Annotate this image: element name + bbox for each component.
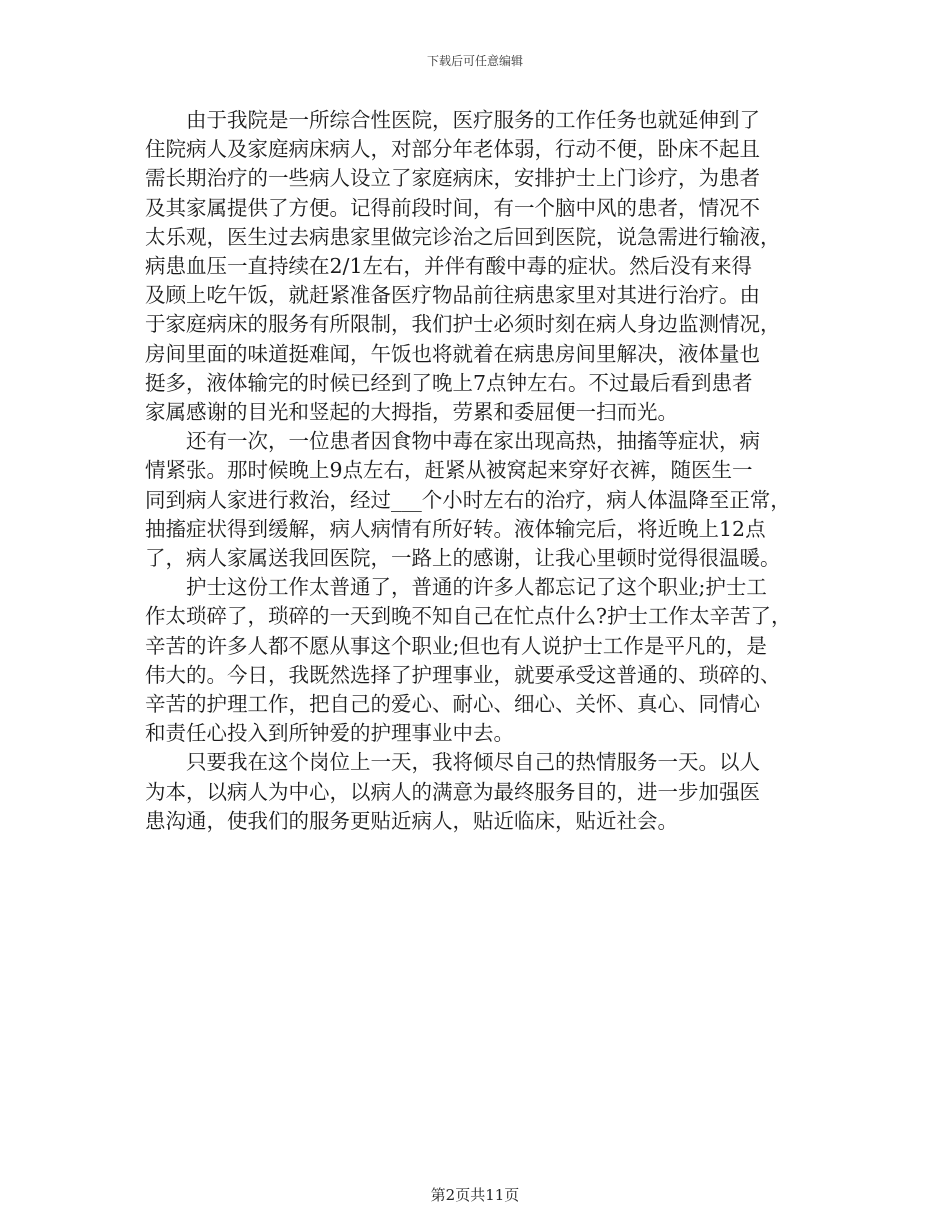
text-line: 伟大的。今日，我既然选择了护理事业，就要承受这普通的、琐碎的、	[145, 662, 781, 687]
paragraph-2	[145, 427, 815, 573]
paragraph-4	[145, 748, 815, 836]
text-line: 作太琐碎了，琐碎的一天到晚不知自己在忙点什么?护士工作太辛苦了，	[145, 604, 792, 629]
paragraph-1	[145, 106, 815, 427]
text-line: 病患血压一直持续在2/1左右，并伴有酸中毒的症状。然后没有来得	[145, 254, 752, 279]
paragraph-3	[145, 573, 815, 748]
text-line: 于家庭病床的服务有所限制，我们护士必须时刻在病人身边监测情况，	[145, 312, 781, 337]
text-line: 辛苦的护理工作，把自己的爱心、耐心、细心、关怀、真心、同情心	[145, 692, 760, 717]
text-line: 由于我院是一所综合性医院，医疗服务的工作任务也就延伸到了	[186, 108, 760, 132]
text-line: 抽搐症状得到缓解，病人病情有所好转。液体输完后，将近晚上12点	[145, 516, 766, 541]
text-line: 家属感谢的目光和竖起的大拇指，劳累和委屈便一扫而光。	[145, 400, 678, 425]
text-line: 只要我在这个岗位上一天，我将倾尽自己的热情服务一天。以人	[186, 750, 760, 775]
page-footer: 第2页共11页	[430, 1186, 520, 1204]
text-line: 及顾上吃午饭，就赶紧准备医疗物品前往病患家里对其进行治疗。由	[145, 283, 760, 308]
text-line: 还有一次，一位患者因食物中毒在家出现高热，抽搐等症状，病	[186, 429, 760, 454]
text-line: 住院病人及家庭病床病人，对部分年老体弱，行动不便，卧床不起且	[145, 137, 760, 162]
page-header: 下载后可任意编辑	[426, 54, 523, 68]
text-line: 患沟通，使我们的服务更贴近病人，贴近临床，贴近社会。	[145, 808, 678, 833]
text-line: 房间里面的味道挺难闻，午饭也将就着在病患房间里解决，液体量也	[145, 341, 760, 366]
text-line: 太乐观，医生过去病患家里做完诊治之后回到医院，说急需进行输液，	[145, 224, 781, 249]
text-line: 及其家属提供了方便。记得前段时间，有一个脑中风的患者，情况不	[145, 195, 760, 220]
text-line: 护士这份工作太普通了，普通的许多人都忘记了这个职业;护士工	[186, 575, 767, 600]
text-line: 为本，以病人为中心，以病人的满意为最终服务目的，进一步加强医	[145, 779, 760, 804]
text-line: 辛苦的许多人都不愿从事这个职业;但也有人说护士工作是平凡的，是	[145, 633, 767, 658]
text-line: 挺多，液体输完的时候已经到了晚上7点钟左右。不过最后看到患者	[145, 370, 753, 395]
text-line: 和责任心投入到所钟爱的护理事业中去。	[145, 721, 514, 746]
document-body	[145, 106, 815, 836]
text-line: 同到病人家进行救治，经过___个小时左右的治疗，病人体温降至正常，	[145, 487, 791, 512]
text-line: 需长期治疗的一些病人设立了家庭病床，安排护士上门诊疗，为患者	[145, 166, 760, 191]
text-line: 情紧张。那时候晚上9点左右，赶紧从被窝起来穿好衣裤，随医生一	[145, 458, 753, 483]
text-line: 了，病人家属送我回医院，一路上的感谢，让我心里顿时觉得很温暖。	[145, 546, 781, 571]
